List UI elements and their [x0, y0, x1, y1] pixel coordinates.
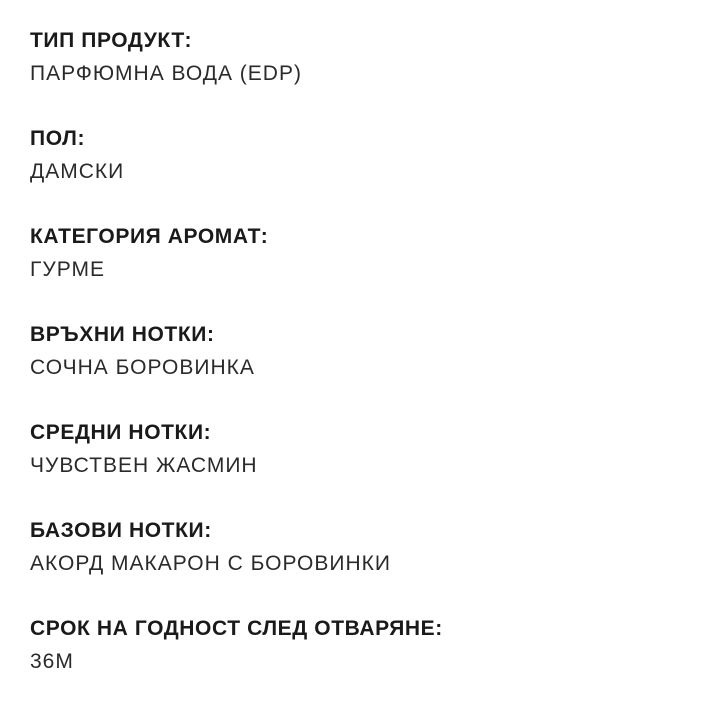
spec-fragrance-category — [30, 224, 690, 322]
spec-label: ТИП ПРОДУКТ: — [30, 29, 193, 52]
spec-value: ПАРФЮМНА ВОДА (EDP) — [30, 62, 302, 85]
spec-value: ГУРМЕ — [30, 258, 105, 281]
spec-label: ВРЪХНИ НОТКИ: — [30, 323, 215, 346]
spec-value: ДАМСКИ — [30, 160, 125, 183]
spec-middle-notes — [30, 420, 690, 518]
spec-top-notes — [30, 322, 690, 420]
spec-product-type — [30, 28, 690, 126]
spec-label: ПОЛ: — [30, 127, 86, 150]
spec-label: БАЗОВИ НОТКИ: — [30, 519, 212, 542]
spec-value: 36M — [30, 650, 74, 673]
spec-label: СРОК НА ГОДНОСТ СЛЕД ОТВАРЯНЕ: — [30, 617, 443, 640]
spec-gender — [30, 126, 690, 224]
spec-label: СРЕДНИ НОТКИ: — [30, 421, 212, 444]
spec-base-notes — [30, 518, 690, 616]
spec-value: СОЧНА БОРОВИНКА — [30, 356, 255, 379]
spec-value: ЧУВСТВЕН ЖАСМИН — [30, 454, 258, 477]
spec-value: АКОРД МАКАРОН С БОРОВИНКИ — [30, 552, 391, 575]
spec-label: КАТЕГОРИЯ АРОМАТ: — [30, 225, 269, 248]
product-spec-list — [30, 28, 690, 714]
spec-shelf-life — [30, 616, 690, 714]
